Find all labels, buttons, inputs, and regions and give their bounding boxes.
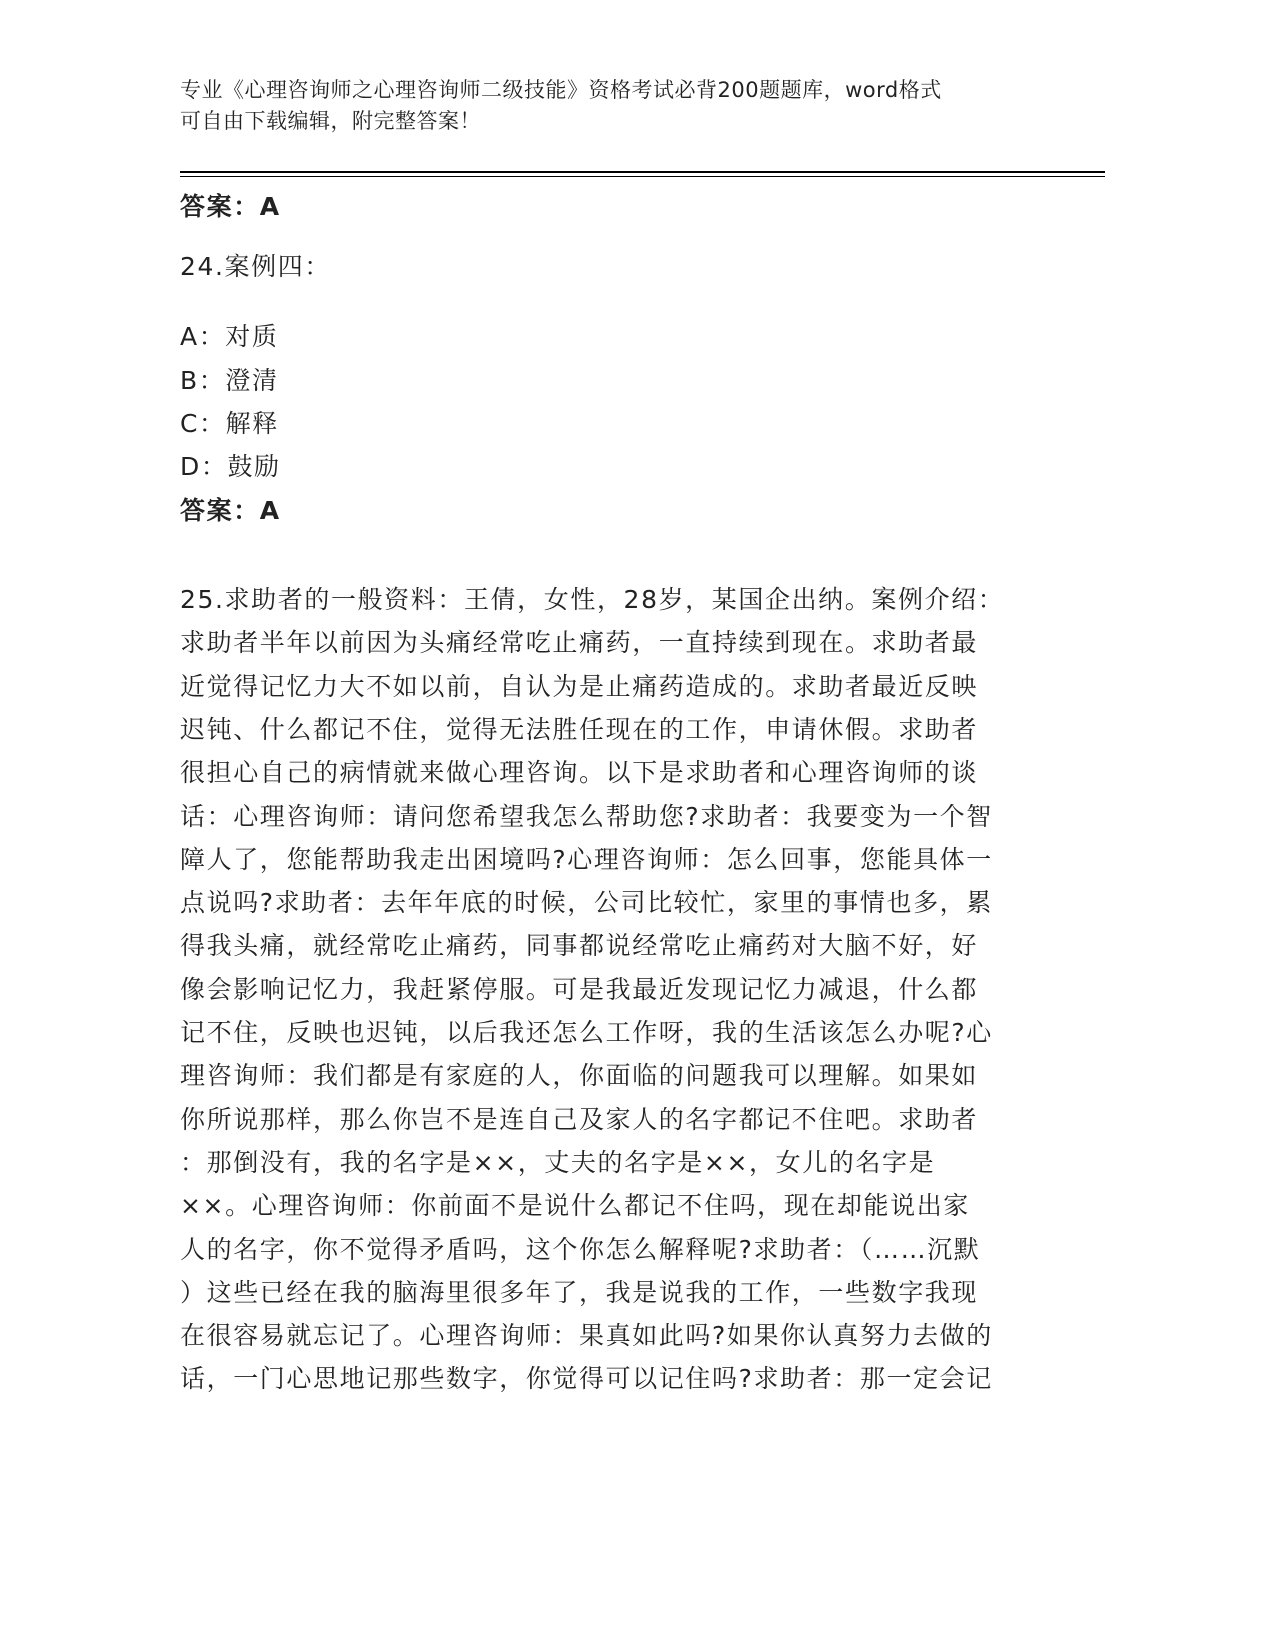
header-rule-thin — [180, 176, 1105, 177]
question-25-line: 求助者半年以前因为头痛经常吃止痛药，一直持续到现在。求助者最 — [180, 628, 979, 658]
question-25-line: 在很容易就忘记了。心理咨询师：果真如此吗?如果你认真努力去做的 — [180, 1321, 993, 1351]
question-25-line: 话，一门心思地记那些数字，你觉得可以记住吗?求助者：那一定会记 — [180, 1364, 993, 1394]
question-25-line: 人的名字，你不觉得矛盾吗，这个你怎么解释呢?求助者：（……沉默 — [180, 1234, 981, 1264]
question-25-line: 点说吗?求助者：去年年底的时候，公司比较忙，家里的事情也多，累 — [180, 888, 993, 918]
question-25-line: 像会影响记忆力，我赶紧停服。可是我最近发现记忆力减退，什么都 — [180, 974, 979, 1004]
question-25-line: 话：心理咨询师：请问您希望我怎么帮助您?求助者：我要变为一个智 — [180, 801, 993, 831]
question-25-line: ××。心理咨询师：你前面不是说什么都记不住吗，现在却能说出家 — [180, 1191, 970, 1221]
question-25-line: 理咨询师：我们都是有家庭的人，你面临的问题我可以理解。如果如 — [180, 1061, 979, 1091]
header-rule-thick — [180, 171, 1105, 173]
option-b: B：澄清 — [180, 366, 279, 395]
option-c: C：解释 — [180, 409, 279, 438]
question-25-line: 你所说那样，那么你岂不是连自己及家人的名字都记不住吧。求助者 — [180, 1104, 979, 1134]
question-25-line: 25.求助者的一般资料：王倩，女性，28岁，某国企出纳。案例介绍： — [180, 585, 1005, 614]
question-25-line: ）这些已经在我的脑海里很多年了，我是说我的工作，一些数字我现 — [180, 1277, 979, 1307]
option-a: A：对质 — [180, 322, 279, 351]
question-25-line: 迟钝、什么都记不住，觉得无法胜任现在的工作，申请休假。求助者 — [180, 714, 979, 744]
question-24-title: 24.案例四： — [180, 252, 331, 281]
question-25-line: ：那倒没有，我的名字是××，丈夫的名字是××，女儿的名字是 — [180, 1147, 936, 1177]
header-line-1: 专业《心理咨询师之心理咨询师二级技能》资格考试必背200题题库，word格式 — [180, 78, 942, 102]
previous-answer: 答案：A — [180, 192, 281, 221]
question-25-line: 得我头痛，就经常吃止痛药，同事都说经常吃止痛药对大脑不好，好 — [180, 931, 979, 961]
question-25-line: 很担心自己的病情就来做心理咨询。以下是求助者和心理咨询师的谈 — [180, 758, 979, 788]
question-25-line: 障人了，您能帮助我走出困境吗?心理咨询师：怎么回事，您能具体一 — [180, 844, 993, 874]
question-24-answer: 答案：A — [180, 496, 281, 525]
question-25-line: 记不住，反映也迟钝，以后我还怎么工作呀，我的生活该怎么办呢?心 — [180, 1018, 993, 1047]
question-25-line: 近觉得记忆力大不如以前，自认为是止痛药造成的。求助者最近反映 — [180, 671, 979, 701]
header-line-2: 可自由下载编辑，附完整答案！ — [180, 109, 481, 133]
option-d: D：鼓励 — [180, 452, 281, 481]
